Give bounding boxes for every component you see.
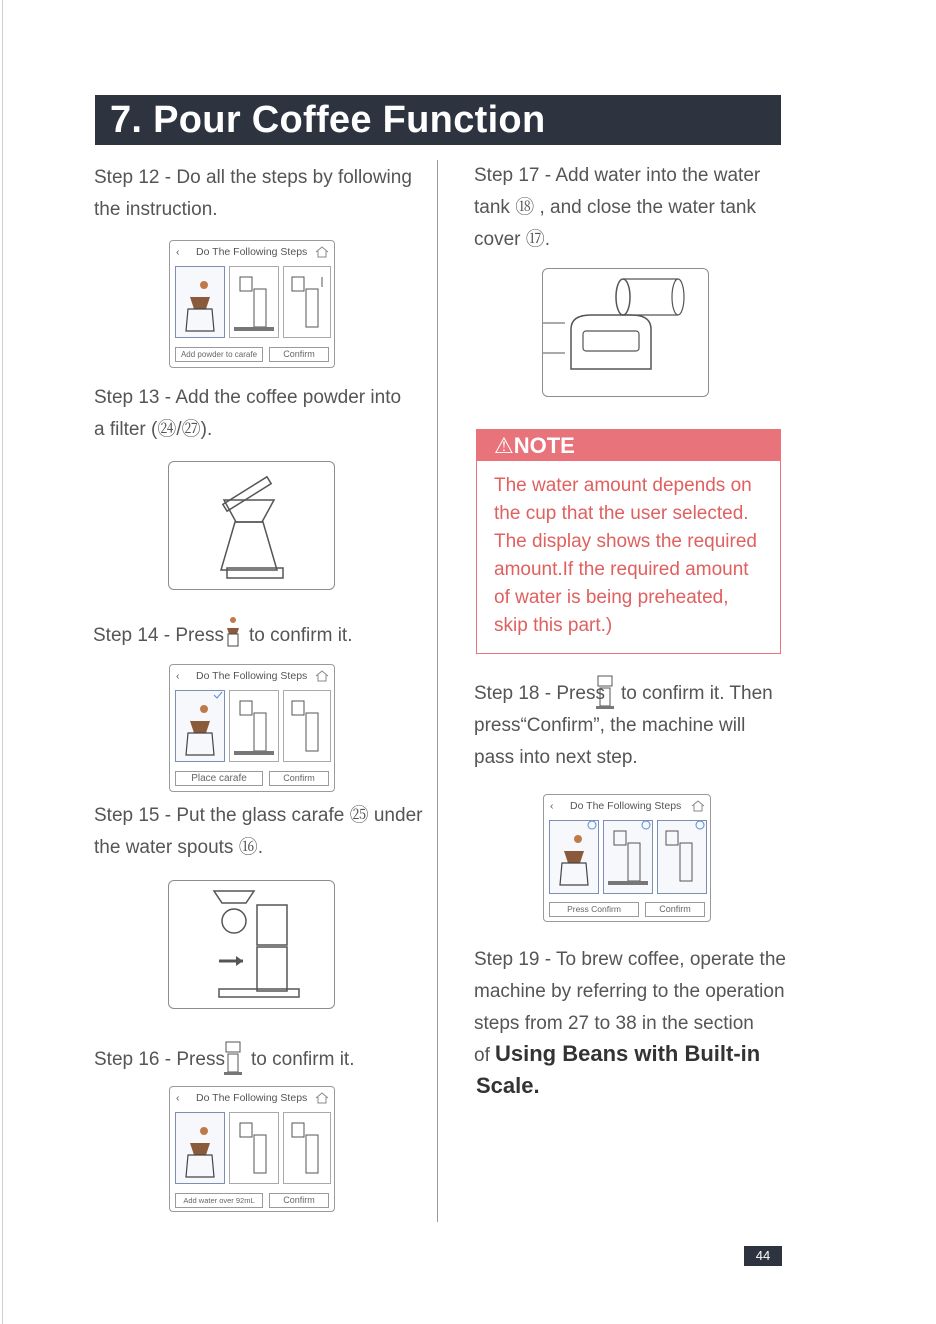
home-icon bbox=[691, 799, 705, 817]
step-18-pre: Step 18 - Press bbox=[474, 683, 605, 704]
note-heading: ⚠NOTE bbox=[494, 433, 575, 458]
back-chevron-icon: ‹ bbox=[550, 800, 554, 812]
section-reference: Using Beans with Built-in bbox=[495, 1041, 761, 1066]
instruction-button[interactable]: Place carafe bbox=[175, 771, 263, 786]
step-17-line-1: Step 17 - Add water into the water bbox=[474, 165, 761, 186]
step-18-post: to confirm it. Then bbox=[621, 683, 773, 704]
step-panel-done bbox=[603, 820, 653, 894]
note-line: of water is being preheated, bbox=[494, 587, 729, 608]
step-16-post: to confirm it. bbox=[251, 1049, 355, 1070]
screen-header: Do The Following Steps bbox=[196, 1092, 308, 1104]
step-panel bbox=[283, 1112, 331, 1184]
confirm-button[interactable]: Confirm bbox=[269, 1193, 329, 1208]
step-panel-active bbox=[175, 690, 225, 762]
step-17-line-2: tank ⑱ , and close the water tank bbox=[474, 197, 756, 218]
step-17-line-3: cover ⑰. bbox=[474, 229, 551, 250]
note-line: amount.If the required amount bbox=[494, 559, 749, 580]
step-panel-active bbox=[175, 1112, 225, 1184]
step-15-line-1: Step 15 - Put the glass carafe ㉕ under bbox=[94, 805, 423, 826]
step-panel-done bbox=[657, 820, 707, 894]
step-18-line-3: pass into next step. bbox=[474, 747, 638, 768]
page-edge-rule bbox=[2, 0, 3, 1324]
confirm-button[interactable]: Confirm bbox=[269, 347, 329, 362]
confirm-button[interactable]: Confirm bbox=[645, 902, 705, 917]
step-12-line-2: the instruction. bbox=[94, 199, 218, 220]
filter-illustration bbox=[168, 461, 335, 590]
step-panel-done bbox=[549, 820, 599, 894]
carafe-placement-illustration bbox=[168, 880, 335, 1009]
instruction-button[interactable]: Add water over 92mL bbox=[175, 1193, 263, 1208]
step-19-of: of bbox=[474, 1045, 490, 1066]
step-13-line-1: Step 13 - Add the coffee powder into bbox=[94, 387, 402, 408]
page-title: 7. Pour Coffee Function bbox=[110, 99, 546, 141]
step-14-pre: Step 14 - Press bbox=[93, 625, 224, 646]
water-tank-illustration bbox=[542, 268, 709, 397]
note-line: the cup that the user selected. bbox=[494, 503, 749, 524]
home-icon bbox=[315, 1091, 329, 1109]
step-16-pre: Step 16 - Press bbox=[94, 1049, 225, 1070]
step-13-line-2: a filter (㉔/㉗). bbox=[94, 419, 213, 440]
machine-icon bbox=[594, 674, 616, 715]
step-18-line-2: press“Confirm”, the machine will bbox=[474, 715, 746, 736]
note-line: The water amount depends on bbox=[494, 475, 752, 496]
step-panel bbox=[229, 690, 279, 762]
step-panel bbox=[229, 266, 279, 338]
screen-step-16 bbox=[169, 1086, 335, 1212]
home-icon bbox=[315, 669, 329, 687]
step-19-line-3: steps from 27 to 38 in the section bbox=[474, 1013, 754, 1034]
screen-step-14 bbox=[169, 664, 335, 792]
back-chevron-icon: ‹ bbox=[176, 670, 180, 682]
page-number: 44 bbox=[744, 1246, 782, 1266]
instruction-button[interactable]: Press Confirm bbox=[549, 902, 639, 917]
confirm-button[interactable]: Confirm bbox=[269, 771, 329, 786]
note-body bbox=[494, 472, 774, 640]
note-line: The display shows the required bbox=[494, 531, 757, 552]
step-panel-active bbox=[175, 266, 225, 338]
home-icon bbox=[315, 245, 329, 263]
step-panel bbox=[283, 690, 331, 762]
screen-step-12 bbox=[169, 240, 335, 368]
step-19-line-2: machine by referring to the operation bbox=[474, 981, 785, 1002]
section-reference-cont: Scale. bbox=[476, 1073, 540, 1098]
back-chevron-icon: ‹ bbox=[176, 1092, 180, 1104]
step-14-post: to confirm it. bbox=[249, 625, 353, 646]
instruction-button[interactable]: Add powder to carafe bbox=[175, 347, 263, 362]
screen-header: Do The Following Steps bbox=[196, 246, 308, 258]
column-divider bbox=[437, 160, 438, 1222]
step-12-line-1: Step 12 - Do all the steps by following bbox=[94, 167, 412, 188]
note-line: skip this part.) bbox=[494, 615, 613, 636]
step-19-line-1: Step 19 - To brew coffee, operate the bbox=[474, 949, 786, 970]
step-panel bbox=[283, 266, 331, 338]
screen-step-18 bbox=[543, 794, 711, 922]
back-chevron-icon: ‹ bbox=[176, 246, 180, 258]
screen-header: Do The Following Steps bbox=[570, 800, 682, 812]
machine-icon bbox=[222, 1040, 244, 1081]
carafe-icon bbox=[225, 616, 241, 653]
screen-header: Do The Following Steps bbox=[196, 670, 308, 682]
step-panel bbox=[229, 1112, 279, 1184]
step-15-line-2: the water spouts ⑯. bbox=[94, 837, 263, 858]
